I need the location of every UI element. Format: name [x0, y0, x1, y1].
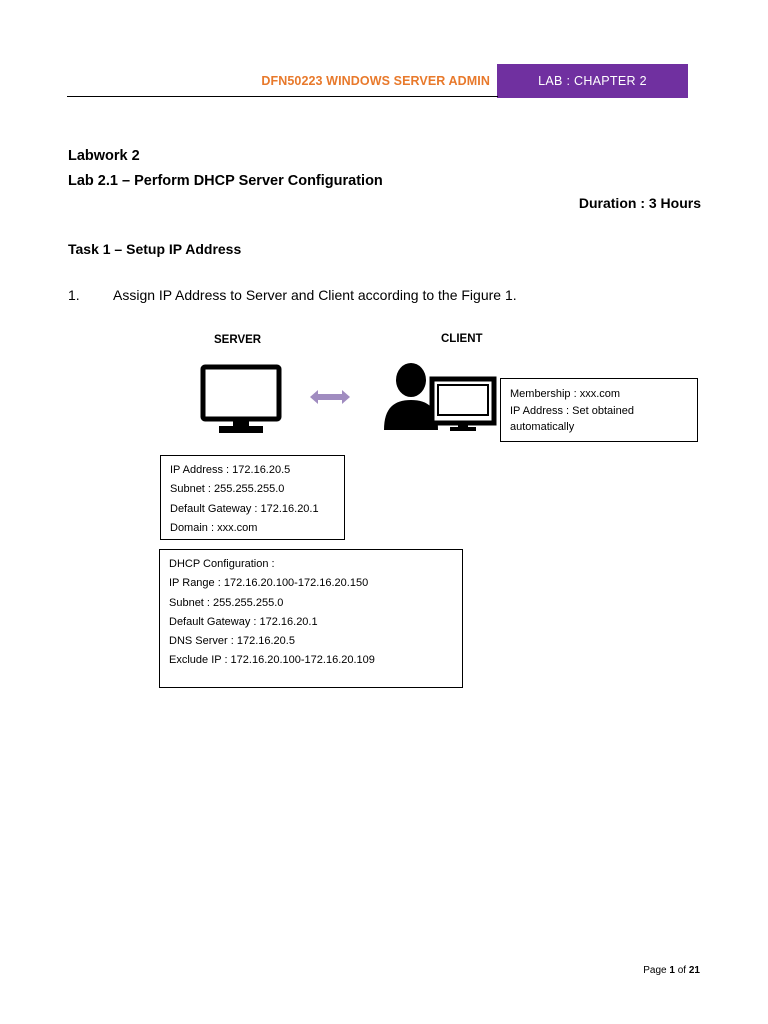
- client-config-box: [500, 378, 698, 442]
- lab-chapter-badge: LAB : CHAPTER 2: [497, 64, 688, 98]
- duration-label: Duration : 3 Hours: [578, 195, 701, 211]
- page-number: [643, 965, 700, 976]
- client-ip-address: IP Address : Set obtained automatically: [510, 404, 634, 433]
- monitor-icon: [200, 364, 282, 436]
- server-label: SERVER: [214, 334, 262, 346]
- server-gateway: Default Gateway : 172.16.20.1: [170, 502, 319, 515]
- double-arrow-icon: [308, 388, 352, 406]
- labwork-heading: Labwork 2: [68, 148, 140, 164]
- dhcp-exclude-ip: Exclude IP : 172.16.20.100-172.16.20.109: [169, 654, 375, 667]
- dhcp-heading: DHCP Configuration :: [169, 558, 275, 570]
- lab-title: Lab 2.1 – Perform DHCP Server Configuration: [68, 173, 383, 189]
- dhcp-subnet: Subnet : 255.255.255.0: [169, 596, 284, 609]
- server-ip-address: IP Address : 172.16.20.5: [170, 464, 291, 476]
- client-membership: Membership : xxx.com: [510, 388, 621, 400]
- task-title: Task 1 – Setup IP Address: [68, 241, 242, 257]
- client-label: CLIENT: [441, 333, 483, 345]
- user-computer-icon: [376, 358, 498, 434]
- page-of: of: [674, 965, 689, 976]
- dhcp-dns-server: DNS Server : 172.16.20.5: [169, 635, 295, 648]
- server-domain: Domain : xxx.com: [170, 521, 258, 534]
- header-rule: [67, 96, 498, 97]
- server-subnet: Subnet : 255.255.255.0: [170, 483, 285, 496]
- step-text: Assign IP Address to Server and Client according to the Figure 1.: [113, 287, 517, 303]
- page-prefix: Page: [643, 965, 670, 976]
- dhcp-config-box: [159, 549, 463, 688]
- step-number: 1.: [68, 287, 80, 303]
- dhcp-gateway: Default Gateway : 172.16.20.1: [169, 615, 318, 628]
- course-title: DFN50223 WINDOWS SERVER ADMIN: [261, 74, 490, 88]
- page-total: 21: [688, 965, 700, 976]
- page-current: 1: [669, 965, 675, 976]
- server-config-box: [160, 455, 345, 540]
- dhcp-ip-range: IP Range : 172.16.20.100-172.16.20.150: [169, 577, 369, 590]
